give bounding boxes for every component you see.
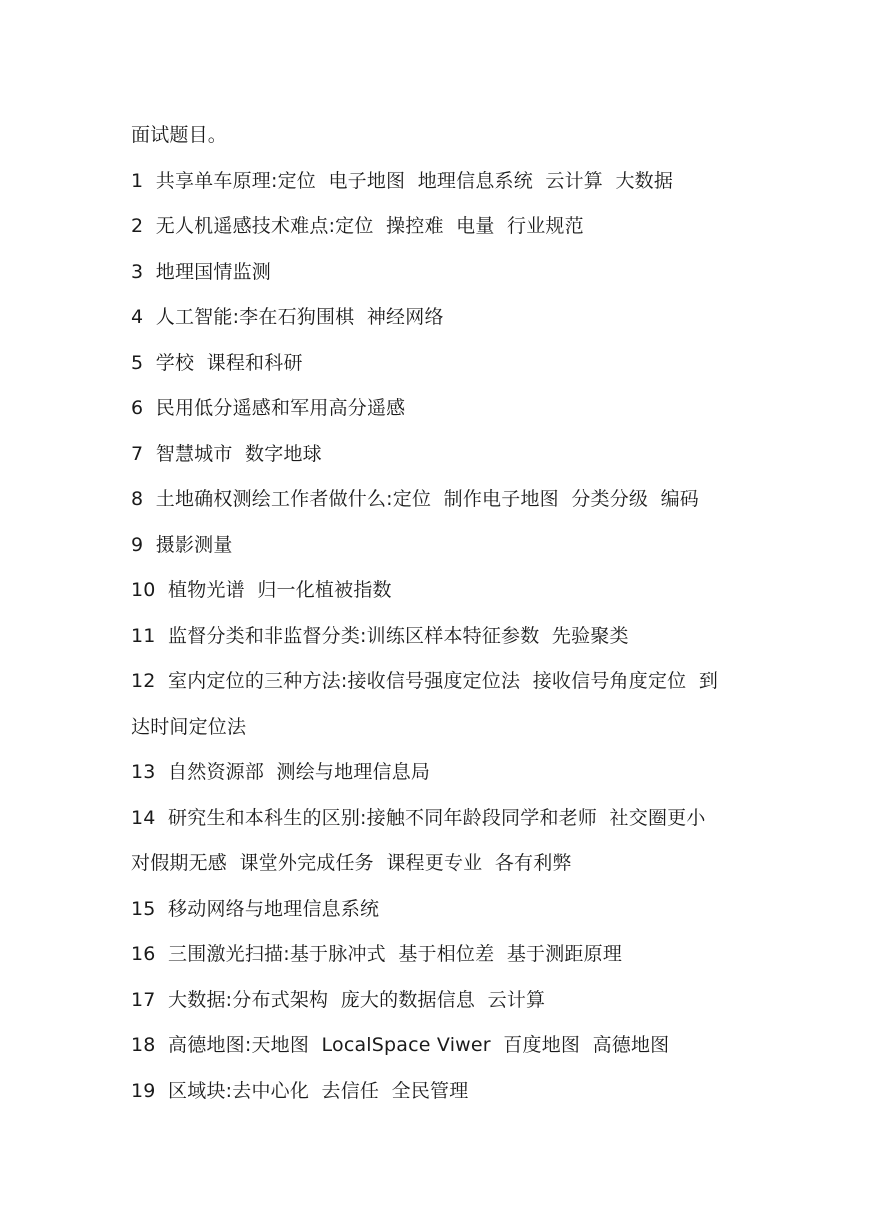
text-line: 3 地理国情监测 <box>131 260 271 283</box>
text-line: 13 自然资源部 测绘与地理信息局 <box>131 761 431 783</box>
text-line-continuation: 对假期无感 课堂外完成任务 课程更专业 各有利弊 <box>131 852 572 874</box>
text-line: 15 移动网络与地理信息系统 <box>131 897 380 920</box>
document-body <box>131 113 741 1114</box>
text-line: 16 三围激光扫描:基于脉冲式 基于相位差 基于测距原理 <box>131 943 623 965</box>
text-line: 14 研究生和本科生的区别:接触不同年龄段同学和老师 社交圈更小 <box>131 806 706 829</box>
text-line: 8 土地确权测绘工作者做什么:定位 制作电子地图 分类分级 编码 <box>131 488 700 510</box>
text-line: 1 共享单车原理:定位 电子地图 地理信息系统 云计算 大数据 <box>131 169 674 192</box>
text-line: 17 大数据:分布式架构 庞大的数据信息 云计算 <box>131 988 546 1011</box>
text-line: 4 人工智能:李在石狗围棋 神经网络 <box>131 306 444 328</box>
text-line: 19 区域块:去中心化 去信任 全民管理 <box>131 1079 469 1102</box>
text-line: 6 民用低分遥感和军用高分遥感 <box>131 397 406 419</box>
text-line-continuation: 达时间定位法 <box>131 715 247 738</box>
text-line: 9 摄影测量 <box>131 533 233 556</box>
text-line: 5 学校 课程和科研 <box>131 351 303 374</box>
text-line: 11 监督分类和非监督分类:训练区样本特征参数 先验聚类 <box>131 624 629 647</box>
intro-line: 面试题目。 <box>131 124 228 146</box>
text-line: 12 室内定位的三种方法:接收信号强度定位法 接收信号角度定位 到 <box>131 670 719 692</box>
text-line: 2 无人机遥感技术难点:定位 操控难 电量 行业规范 <box>131 215 584 237</box>
text-line: 7 智慧城市 数字地球 <box>131 442 322 465</box>
text-line: 10 植物光谱 归一化植被指数 <box>131 579 392 601</box>
text-line: 18 高德地图:天地图 LocalSpace Viwer 百度地图 高德地图 <box>131 1034 670 1056</box>
